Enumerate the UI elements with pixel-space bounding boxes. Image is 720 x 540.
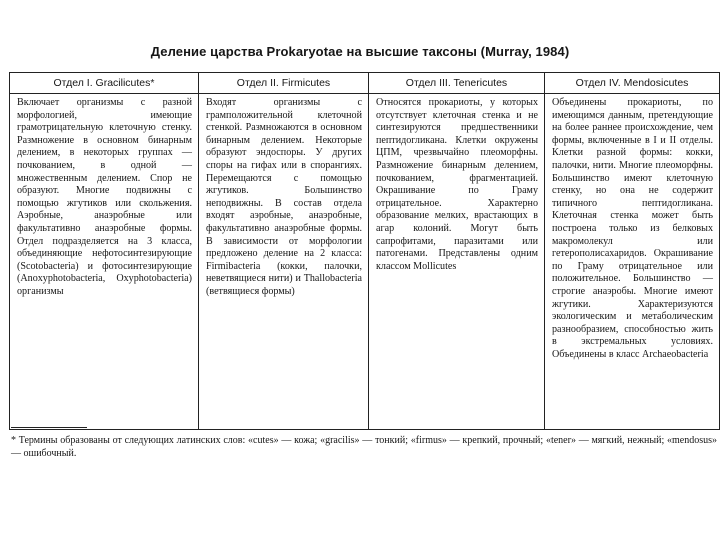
prokaryotae-taxa-table [9, 72, 720, 430]
table-title: Деление царства Prokaryotae на высшие таксоны (Murray, 1984) [150, 44, 570, 59]
cell-firmicutes: Входят организмы с грамположительной клеточной стенкой. Размножаются в основном бинарным делением. Некоторые образуют эндоспоры. У других споры на гифах или в спорангиях. Перемещаются с помощью жгутиков. Большинство неподвижны. В состав отдела входят аэробные, анаэробные, факультативно анаэробные формы. В зависимости от морфологии предложено деление на 2 класса: Firmibacteria (кокки, палочки, неветвящиеся нити) и Thallobacteria (ветвящиеся формы) [199, 94, 369, 430]
footnote-divider [11, 427, 87, 428]
table-header-row [10, 73, 720, 94]
header-division-4: Отдел IV. Mendosicutes [545, 73, 720, 94]
footnote: * Термины образованы от следующих латинских слов: «cutes» — кожа; «gracilis» — тонкий; «firmus» — крепкий, прочный; «tener» — мягкий, нежный; «mendosus» — ошибочный. [11, 435, 717, 459]
table-row [10, 94, 720, 430]
header-division-1: Отдел I. Gracilicutes* [10, 73, 199, 94]
cell-tenericutes: Относятся прокариоты, у которых отсутствует клеточная стенка и не синтезируются предшественники пептидогликана. Клетки окружены ЦПМ, чрезвычайно плеоморфны. Размножение бинарным делением, почкованием, фрагментацией. Окрашивание по Граму отрицательное. Характерно образование мелких, врастающих в агар колоний. Могут быть сапрофитами, паразитами или патогенами. Представлены одним классом Mollicutes [369, 94, 545, 430]
header-division-2: Отдел II. Firmicutes [199, 73, 369, 94]
cell-mendosicutes: Объединены прокариоты, по имеющимся данным, претендующие на более раннее происхождение, чем формы, включенные в I и II отделы. Клетки разной формы: кокки, палочки, нити. Многие плеоморфны. Большинство имеют клеточную стенку, но она не содержит типичного пептидогликана. Клеточная стенка может быть построена только из белковых макромолекул или гетерополисахаридов. Окрашивание по Граму отрицательное или положительное. Большинство — строгие анаэробы. Многие имеют жгутики. Характеризуются экологическим и метаболическим разнообразием, способностью жить в экстремальных условиях. Объединены в класс Archaeobacteria [545, 94, 720, 430]
cell-gracilicutes: Включает организмы с разной морфологией, имеющие грамотрицательную клеточную стенку. Размножение в основном бинарным делением, в некоторых группах — почкованием, в одной — множественным делением. Спор не образуют. Многие подвижны с помощью жгутиков или скольжения. Аэробные, анаэробные или факультативно анаэробные формы. Отдел подразделяется на 3 класса, объединяющие нефотосинтезирующие (Scotobacteria) и фотосинтезирующие (Anoxyphotobacteria, Oxyphotobacteria) организмы [10, 94, 199, 430]
header-division-3: Отдел III. Tenericutes [369, 73, 545, 94]
